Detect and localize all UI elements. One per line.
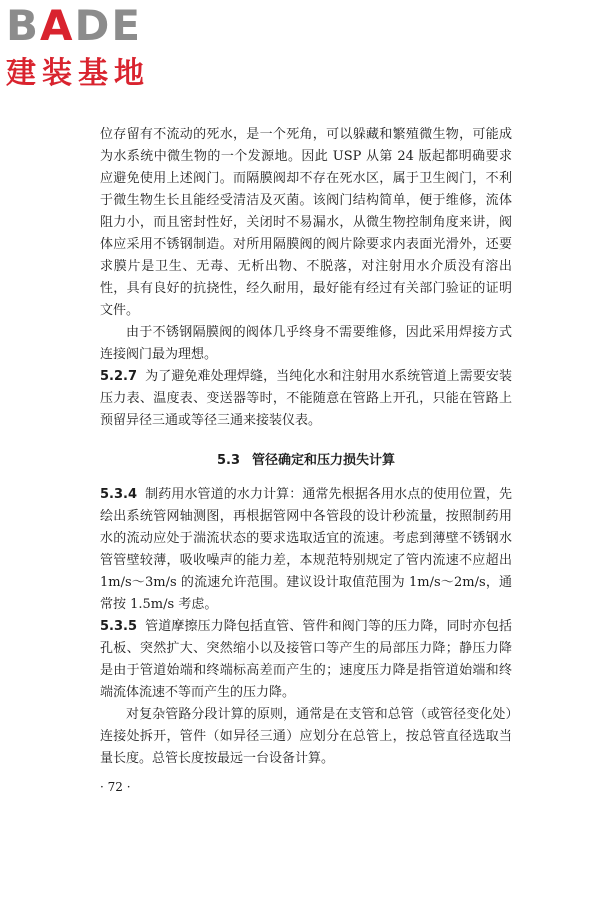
section-title: 管径确定和压力损失计算 bbox=[252, 453, 396, 468]
paragraph: 对复杂管路分段计算的原则，通常是在支管和总管（或管径变化处）连接处拆开，管件（如异径三通）应划分在总管上，按总管直径选取当量长度。总管长度按最远一台设备计算。 bbox=[100, 707, 512, 766]
section-number: 5.3 bbox=[216, 453, 240, 468]
page-number: · 72 · bbox=[100, 780, 131, 794]
clause-text: 管道摩擦压力降包括直管、管件和阀门等的压力降，同时亦包括孔板、突然扩大、突然缩小以及接管口等产生的局部压力降；静压力降是由于管道始端和终端标高差而产生的；速度压力降是指管道始端和终端流体流速不等而产生的压力降。 bbox=[100, 619, 512, 700]
paragraph: 位存留有不流动的死水，是一个死角，可以躲藏和繁殖微生物，可能成为水系统中微生物的一个发源地。因此 USP 从第 24 版起都明确要求应避免使用上述阀门。而隔膜阀却不存在死水区，属于卫生阀门，不利于微生物生长且能经受清洁及灭菌。该阀门结构简单，便于维修，流体阻力小，而且密封性好，关闭时不易漏水，从微生物控制角度来讲，阀体应采用不锈钢制造。对所用隔膜阀的阀片除要求内表面光滑外，还要求膜片是卫生、无毒、无析出物、不脱落，对注射用水介质没有溶出性，具有良好的抗挠性，经久耐用，最好能有经过有关部门验证的证明文件。 bbox=[100, 127, 512, 318]
paragraph: 由于不锈钢隔膜阀的阀体几乎终身不需要维修，因此采用焊接方式连接阀门最为理想。 bbox=[100, 325, 512, 362]
clause-5-3-5 bbox=[100, 616, 512, 704]
clause-number: 5.2.7 bbox=[100, 369, 138, 384]
clause-5-2-7 bbox=[100, 366, 512, 432]
logo-subtitle: 建装基地 bbox=[6, 56, 150, 91]
page-content bbox=[100, 124, 512, 798]
section-heading bbox=[100, 450, 512, 472]
logo-wordmark-text: BADE bbox=[6, 1, 143, 50]
logo-wordmark bbox=[6, 2, 186, 50]
clause-number: 5.3.4 bbox=[100, 487, 138, 502]
clause-5-3-4 bbox=[100, 484, 512, 616]
clause-text: 为了避免难处理焊缝，当纯化水和注射用水系统管道上需要安装压力表、温度表、变送器等时，不能随意在管路上开孔，只能在管路上预留异径三通或等径三通来接装仪表。 bbox=[100, 369, 512, 428]
site-logo bbox=[6, 2, 186, 94]
clause-text: 制药用水管道的水力计算：通常先根据各用水点的使用位置，先绘出系统管网轴测图，再根据管网中各管段的设计秒流量，按照制药用水的流动应处于湍流状态的要求选取适宜的流速。考虑到薄壁不锈钢水管管壁较薄，吸收噪声的能力差，本规范特别规定了管内流速不应超出 1m/s～3m/s 的流速允许范围。建议设计取值范围为 1m/s～2m/s，通常按 1.5m/s 考虑。 bbox=[100, 487, 512, 612]
clause-number: 5.3.5 bbox=[100, 619, 138, 634]
